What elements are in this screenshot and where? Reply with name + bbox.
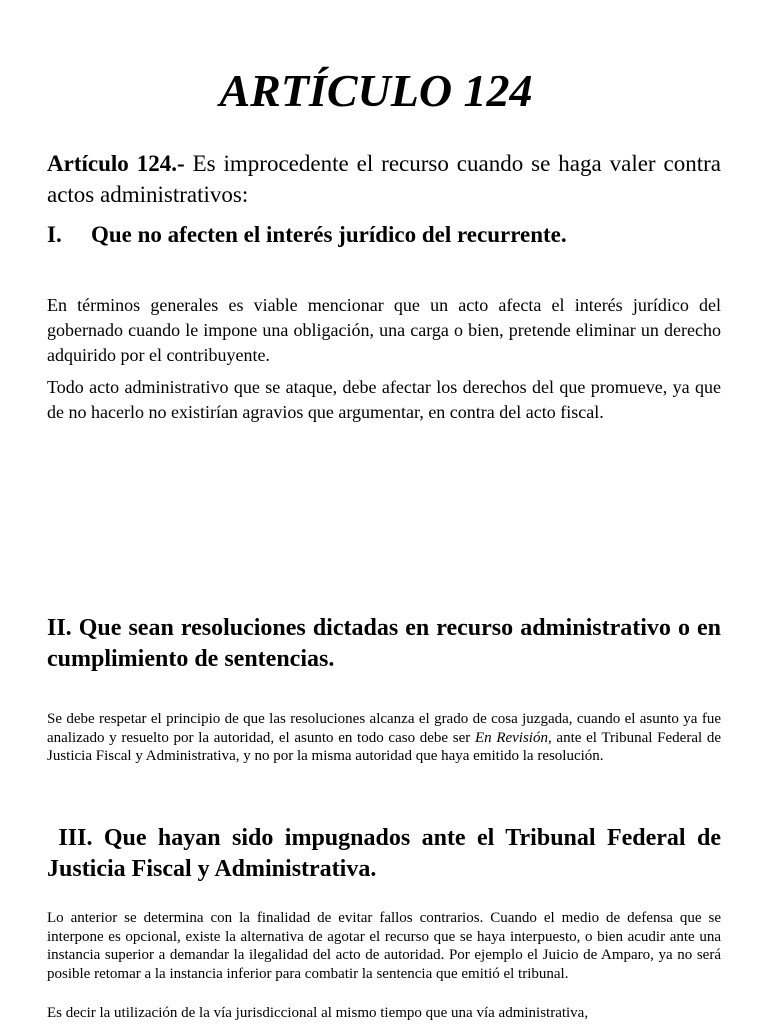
section-heading-1-text: Que no afecten el interés jurídico del recurrente. bbox=[91, 222, 567, 247]
section-heading-3 bbox=[47, 823, 721, 885]
article-intro bbox=[47, 148, 721, 210]
page-title: ARTÍCULO 124 bbox=[219, 65, 533, 116]
paragraph-3-text-a: Se debe respetar el principio de que las resoluciones alcanza el grado de cosa juzgada, cuando el asunto ya fue analizado y resuelto por la autoridad, el asunto en todo caso debe ser bbox=[47, 711, 721, 746]
paragraph-3-text-b: ante el Tribunal Federal de Justicia Fiscal y Administrativa, y no por la misma autoridad que haya emitido la resolución. bbox=[47, 729, 722, 764]
paragraph-1: En términos generales es viable mencionar que un acto afecta el interés jurídico del gobernado cuando le impone una obligación, una carga o bien, pretende eliminar un derecho adquirido por el contribuyente. bbox=[47, 295, 721, 365]
section-heading-1 bbox=[47, 220, 721, 250]
section-number-1: I. bbox=[47, 222, 62, 247]
paragraph-3 bbox=[47, 710, 721, 766]
paragraph-2: Todo acto administrativo que se ataque, debe afectar los derechos del que promueve, ya que de no hacerlo no existirían agravios que argumentar, en contra del acto fiscal. bbox=[47, 377, 721, 422]
paragraph-3-italic: En Revisión, bbox=[474, 729, 552, 746]
article-label: Artículo 124.- bbox=[47, 151, 185, 176]
paragraph-5: Es decir la utilización de la vía jurisdiccional al mismo tiempo que una vía administrativa, bbox=[47, 1005, 589, 1021]
section-heading-3-text: III. Que hayan sido impugnados ante el Tribunal Federal de Justicia Fiscal y Administrativa. bbox=[47, 825, 722, 882]
paragraph-4: Lo anterior se determina con la finalidad de evitar fallos contrarios. Cuando el medio de defensa que se interpone es opcional, existe la alternativa de agotar el recurso que se haya interpuesto, o bien acudir ante una instancia superior a demandar la ilegalidad del acto de autoridad. Por ejemplo el Juicio de Amparo, ya no será posible retomar a la instancia inferior para combatir la sentencia que emitió el tribunal. bbox=[47, 910, 721, 982]
section-heading-2: II. Que sean resoluciones dictadas en recurso administrativo o en cumplimiento de sentencias. bbox=[47, 615, 721, 672]
article-intro-text: Es improcedente el recurso cuando se haga valer contra actos administrativos: bbox=[47, 151, 722, 207]
